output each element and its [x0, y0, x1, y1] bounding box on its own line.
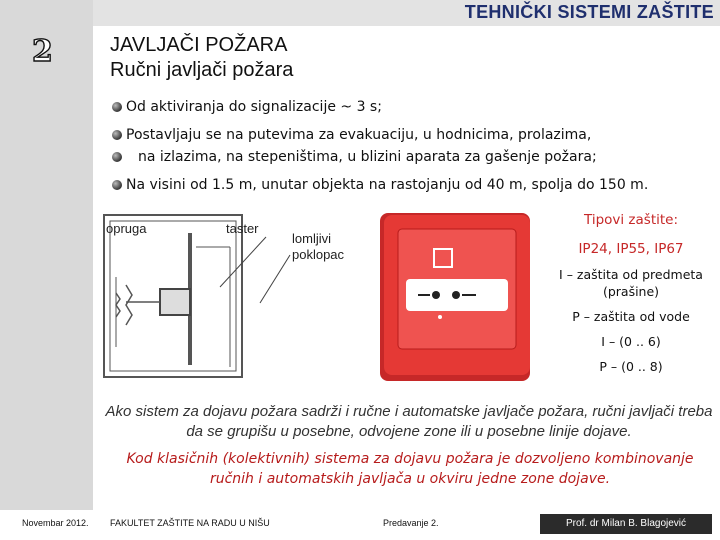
- left-sidebar-band: [0, 0, 93, 510]
- ip-second-digit-range: P – (0 .. 8): [599, 359, 663, 374]
- ip-second-digit-desc: P – zaštita od vode: [572, 309, 690, 324]
- bullet-item: Na visini od 1.5 m, unutar objekta na rastojanju od 40 m, spolja do 150 m.: [110, 174, 710, 196]
- footer-lecture: Predavanje 2.: [383, 518, 439, 528]
- footer: [0, 510, 720, 540]
- label-spring: opruga: [106, 221, 147, 236]
- footer-date: Novembar 2012.: [22, 518, 89, 528]
- footer-author: Prof. dr Milan B. Blagojević: [540, 514, 712, 534]
- ip-first-digit-range: I – (0 .. 6): [601, 334, 661, 349]
- classic-systems-note: Kod klasičnih (kolektivnih) sistema za dojavu požara je dozvoljeno kombinovanje ručnih i automatskih javljača u okviru jedne zone dojave.: [126, 451, 694, 487]
- title-sub: Ručni javljači požara: [110, 59, 294, 81]
- label-button: taster: [226, 221, 259, 236]
- bullet-item: Postavljaju se na putevima za evakuaciju, u hodnicima, prolazima,: [110, 124, 710, 146]
- protection-types: [548, 212, 714, 383]
- bullet-item: Od aktiviranja do signalizacije ~ 3 s;: [110, 96, 710, 118]
- footer-faculty: FAKULTET ZAŠTITE NA RADU U NIŠU: [110, 518, 270, 528]
- zoning-note: Ako sistem za dojavu požara sadrži i ručne i automatske javljače požara, ručni javljači treba da se grupišu u posebne, odvojene zone ili u posebne linije dojave.: [105, 403, 713, 440]
- protection-heading: Tipovi zaštite:: [583, 212, 679, 228]
- manual-call-point-diagram: [100, 207, 542, 385]
- top-header-band: [93, 0, 720, 26]
- bullet-list: [110, 96, 710, 202]
- ip-first-digit-desc: I – zaštita od predmeta (prašine): [559, 267, 703, 299]
- slide-number: 2: [32, 34, 53, 69]
- label-glass-1: lomljivi: [292, 231, 331, 246]
- ip-classes: IP24, IP55, IP67: [578, 241, 684, 257]
- title-main: JAVLJAČI POŽARA: [110, 34, 288, 56]
- label-glass-2: poklopac: [292, 247, 345, 262]
- call-point-device: [380, 213, 530, 381]
- brand-title: TEHNIČKI SISTEMI ZAŠTITE: [464, 2, 714, 22]
- bullet-item: na izlazima, na stepeništima, u blizini aparata za gašenje požara;: [110, 146, 710, 168]
- slide-title: [110, 33, 293, 83]
